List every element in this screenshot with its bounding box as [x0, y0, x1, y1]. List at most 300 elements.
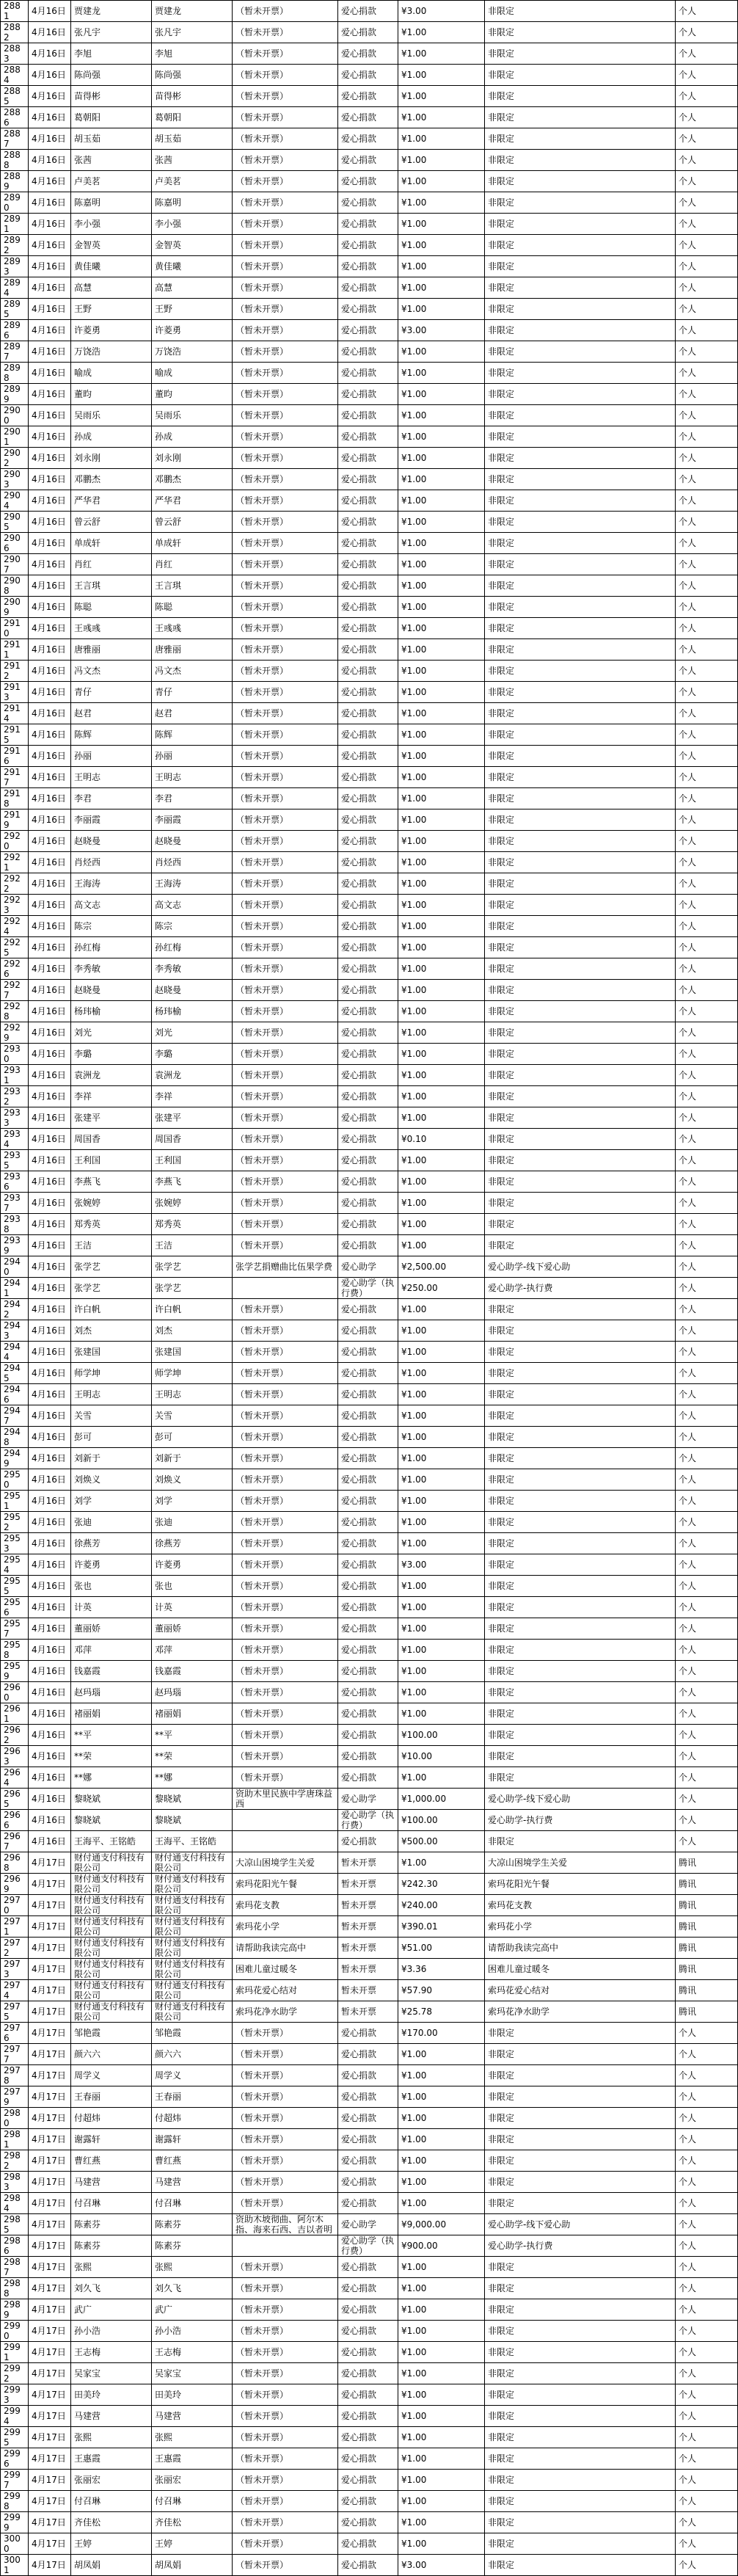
recipient-cell: 许白帆 — [152, 1299, 233, 1320]
amount-cell: ¥1.00 — [398, 235, 485, 256]
table-row — [1, 1, 738, 22]
table-row — [1, 1682, 738, 1703]
category-cell: 个人 — [676, 1427, 738, 1448]
table-row — [1, 873, 738, 895]
type-cell: 爱心捐款 — [338, 22, 398, 43]
purpose-cell: 非限定 — [485, 2278, 676, 2299]
date-cell: 4月16日 — [29, 1193, 71, 1214]
donor-cell: 董丽娇 — [71, 1618, 152, 1640]
date-cell: 4月17日 — [29, 1874, 71, 1895]
donor-cell: 赵玛瑙 — [71, 1682, 152, 1703]
type-cell: 爱心捐款 — [338, 1427, 398, 1448]
receipt-cell: （暂未开票） — [233, 2065, 338, 2086]
type-cell: 爱心捐款 — [338, 2448, 398, 2470]
table-row — [1, 2555, 738, 2576]
category-cell: 个人 — [676, 575, 738, 597]
purpose-cell: 非限定 — [485, 2108, 676, 2129]
type-cell: 爱心捐款 — [338, 980, 398, 1001]
purpose-cell: 非限定 — [485, 2023, 676, 2044]
table-row — [1, 1405, 738, 1427]
donor-cell: 张凡宇 — [71, 22, 152, 43]
type-cell: 爱心捐款 — [338, 1533, 398, 1554]
amount-cell: ¥1.00 — [398, 1022, 485, 1044]
table-row — [1, 852, 738, 873]
donor-cell: 刘久飞 — [71, 2278, 152, 2299]
type-cell: 爱心捐款 — [338, 448, 398, 469]
type-cell: 爱心助学 — [338, 1256, 398, 1278]
recipient-cell: 李祥 — [152, 1086, 233, 1107]
serial-cell: 2974 — [1, 1980, 29, 2001]
receipt-cell: （暂未开票） — [233, 1405, 338, 1427]
receipt-cell: （暂未开票） — [233, 1193, 338, 1214]
serial-cell: 2956 — [1, 1597, 29, 1618]
type-cell: 爱心捐款 — [338, 1129, 398, 1150]
type-cell: 爱心捐款 — [338, 1512, 398, 1533]
amount-cell: ¥1.00 — [398, 1533, 485, 1554]
table-row — [1, 1044, 738, 1065]
date-cell: 4月16日 — [29, 788, 71, 809]
date-cell: 4月16日 — [29, 490, 71, 512]
amount-cell: ¥1.00 — [398, 1150, 485, 1171]
table-row — [1, 1661, 738, 1682]
receipt-cell: （暂未开票） — [233, 1746, 338, 1767]
category-cell: 个人 — [676, 1725, 738, 1746]
purpose-cell: 索玛花净水助学 — [485, 2001, 676, 2023]
purpose-cell: 非限定 — [485, 1597, 676, 1618]
donor-cell: **娜 — [71, 1767, 152, 1789]
table-row — [1, 299, 738, 320]
purpose-cell: 非限定 — [485, 448, 676, 469]
date-cell: 4月16日 — [29, 1171, 71, 1193]
serial-cell: 2922 — [1, 873, 29, 895]
serial-cell: 2932 — [1, 1086, 29, 1107]
recipient-cell: 吴家宝 — [152, 2363, 233, 2384]
category-cell: 个人 — [676, 682, 738, 703]
table-row — [1, 2512, 738, 2533]
recipient-cell: 陈聪 — [152, 597, 233, 618]
type-cell: 爱心捐款 — [338, 1, 398, 22]
date-cell: 4月16日 — [29, 1044, 71, 1065]
donor-cell: 陈辉 — [71, 724, 152, 746]
purpose-cell: 非限定 — [485, 831, 676, 852]
type-cell: 爱心助学 — [338, 1789, 398, 1810]
serial-cell: 2981 — [1, 2129, 29, 2150]
serial-cell: 2919 — [1, 809, 29, 831]
purpose-cell: 非限定 — [485, 2129, 676, 2150]
purpose-cell: 非限定 — [485, 2448, 676, 2470]
type-cell: 爱心捐款 — [338, 214, 398, 235]
serial-cell: 2920 — [1, 831, 29, 852]
receipt-cell: （暂未开票） — [233, 575, 338, 597]
type-cell: 爱心捐款 — [338, 2023, 398, 2044]
date-cell: 4月16日 — [29, 724, 71, 746]
serial-cell: 2899 — [1, 384, 29, 405]
serial-cell: 2884 — [1, 65, 29, 86]
date-cell: 4月16日 — [29, 1469, 71, 1491]
table-row — [1, 767, 738, 788]
table-row — [1, 1746, 738, 1767]
date-cell: 4月16日 — [29, 1448, 71, 1469]
purpose-cell: 非限定 — [485, 512, 676, 533]
receipt-cell: （暂未开票） — [233, 1576, 338, 1597]
donor-cell: 刘永刚 — [71, 448, 152, 469]
table-row — [1, 1320, 738, 1342]
date-cell: 4月17日 — [29, 2321, 71, 2342]
table-row — [1, 1554, 738, 1576]
purpose-cell: 非限定 — [485, 150, 676, 171]
receipt-cell: （暂未开票） — [233, 384, 338, 405]
recipient-cell: 财付通支付科技有限公司 — [152, 1916, 233, 1938]
serial-cell: 2935 — [1, 1150, 29, 1171]
type-cell: 爱心助学（执行费） — [338, 1278, 398, 1299]
amount-cell: ¥1.00 — [398, 639, 485, 661]
type-cell: 爱心捐款 — [338, 1193, 398, 1214]
purpose-cell: 非限定 — [485, 2257, 676, 2278]
donor-cell: 张建平 — [71, 1107, 152, 1129]
receipt-cell: （暂未开票） — [233, 426, 338, 448]
date-cell: 4月16日 — [29, 1278, 71, 1299]
date-cell: 4月17日 — [29, 2235, 71, 2257]
serial-cell: 2952 — [1, 1512, 29, 1533]
purpose-cell: 非限定 — [485, 1022, 676, 1044]
amount-cell: ¥1.00 — [398, 2342, 485, 2363]
amount-cell: ¥1,000.00 — [398, 1789, 485, 1810]
category-cell: 个人 — [676, 192, 738, 214]
receipt-cell: （暂未开票） — [233, 2023, 338, 2044]
receipt-cell: （暂未开票） — [233, 2406, 338, 2427]
amount-cell: ¥1.00 — [398, 2533, 485, 2555]
amount-cell: ¥1.00 — [398, 2321, 485, 2342]
receipt-cell: （暂未开票） — [233, 554, 338, 575]
category-cell: 个人 — [676, 1469, 738, 1491]
receipt-cell: （暂未开票） — [233, 2384, 338, 2406]
receipt-cell: （暂未开票） — [233, 1512, 338, 1533]
type-cell: 爱心捐款 — [338, 2129, 398, 2150]
purpose-cell: 非限定 — [485, 1001, 676, 1022]
category-cell: 个人 — [676, 618, 738, 639]
recipient-cell: 关雪 — [152, 1405, 233, 1427]
table-row — [1, 214, 738, 235]
category-cell: 个人 — [676, 958, 738, 980]
recipient-cell: 赵君 — [152, 703, 233, 724]
receipt-cell: （暂未开票） — [233, 895, 338, 916]
serial-cell: 2939 — [1, 1235, 29, 1256]
purpose-cell: 非限定 — [485, 86, 676, 107]
category-cell: 个人 — [676, 767, 738, 788]
table-row — [1, 1980, 738, 2001]
receipt-cell: （暂未开票） — [233, 448, 338, 469]
date-cell: 4月16日 — [29, 767, 71, 788]
amount-cell: ¥1.00 — [398, 575, 485, 597]
date-cell: 4月17日 — [29, 2257, 71, 2278]
receipt-cell: 大凉山困境学生关爱 — [233, 1852, 338, 1874]
type-cell: 爱心捐款 — [338, 1086, 398, 1107]
recipient-cell: 王惠霞 — [152, 2448, 233, 2470]
recipient-cell: 王野 — [152, 299, 233, 320]
serial-cell: 2904 — [1, 490, 29, 512]
date-cell: 4月17日 — [29, 2044, 71, 2065]
receipt-cell: （暂未开票） — [233, 1554, 338, 1576]
type-cell: 爱心捐款 — [338, 2108, 398, 2129]
category-cell: 个人 — [676, 448, 738, 469]
purpose-cell: 非限定 — [485, 405, 676, 426]
table-row — [1, 1959, 738, 1980]
recipient-cell: 张丽宏 — [152, 2470, 233, 2491]
type-cell: 爱心捐款 — [338, 639, 398, 661]
serial-cell: 2962 — [1, 1725, 29, 1746]
category-cell: 腾讯 — [676, 1916, 738, 1938]
receipt-cell: （暂未开票） — [233, 2086, 338, 2108]
donor-cell: 许菱勇 — [71, 320, 152, 341]
purpose-cell: 非限定 — [485, 1235, 676, 1256]
amount-cell: ¥1.00 — [398, 2384, 485, 2406]
table-row — [1, 2491, 738, 2512]
type-cell: 爱心捐款 — [338, 1703, 398, 1725]
serial-cell: 2928 — [1, 1001, 29, 1022]
amount-cell: ¥1.00 — [398, 2363, 485, 2384]
type-cell: 爱心捐款 — [338, 171, 398, 192]
purpose-cell: 爱心助学-执行费 — [485, 1278, 676, 1299]
receipt-cell: 困难儿童过暖冬 — [233, 1959, 338, 1980]
table-row — [1, 1703, 738, 1725]
donor-cell: 苗得彬 — [71, 86, 152, 107]
receipt-cell: （暂未开票） — [233, 363, 338, 384]
category-cell: 个人 — [676, 1491, 738, 1512]
date-cell: 4月16日 — [29, 384, 71, 405]
purpose-cell: 非限定 — [485, 1640, 676, 1661]
recipient-cell: 王春丽 — [152, 2086, 233, 2108]
recipient-cell: 王明志 — [152, 1384, 233, 1405]
table-row — [1, 192, 738, 214]
amount-cell: ¥1.00 — [398, 2065, 485, 2086]
table-row — [1, 1512, 738, 1533]
receipt-cell: （暂未开票） — [233, 1129, 338, 1150]
donor-cell: 马建营 — [71, 2406, 152, 2427]
serial-cell: 2933 — [1, 1107, 29, 1129]
type-cell: 爱心捐款 — [338, 1640, 398, 1661]
amount-cell: ¥1.00 — [398, 554, 485, 575]
table-row — [1, 958, 738, 980]
type-cell: 爱心捐款 — [338, 1001, 398, 1022]
receipt-cell: （暂未开票） — [233, 1299, 338, 1320]
recipient-cell: 黄佳曦 — [152, 256, 233, 277]
amount-cell: ¥1.00 — [398, 1171, 485, 1193]
amount-cell: ¥1.00 — [398, 426, 485, 448]
category-cell: 个人 — [676, 2555, 738, 2576]
receipt-cell: 索玛花净水助学 — [233, 2001, 338, 2023]
receipt-cell: （暂未开票） — [233, 1022, 338, 1044]
date-cell: 4月16日 — [29, 1, 71, 22]
category-cell: 个人 — [676, 1789, 738, 1810]
amount-cell: ¥0.10 — [398, 1129, 485, 1150]
donor-cell: 邓萍 — [71, 1640, 152, 1661]
purpose-cell: 非限定 — [485, 916, 676, 937]
donor-cell: 张丽宏 — [71, 2470, 152, 2491]
table-row — [1, 1150, 738, 1171]
recipient-cell: 徐燕芳 — [152, 1533, 233, 1554]
date-cell: 4月17日 — [29, 2491, 71, 2512]
serial-cell: 2930 — [1, 1044, 29, 1065]
table-row — [1, 2044, 738, 2065]
donor-cell: 胡凤娟 — [71, 2555, 152, 2576]
category-cell: 个人 — [676, 2342, 738, 2363]
amount-cell: ¥1.00 — [398, 1235, 485, 1256]
amount-cell: ¥1.00 — [398, 2512, 485, 2533]
date-cell: 4月16日 — [29, 150, 71, 171]
table-row — [1, 1597, 738, 1618]
receipt-cell: （暂未开票） — [233, 1533, 338, 1554]
table-row — [1, 2023, 738, 2044]
recipient-cell: 黎晓斌 — [152, 1810, 233, 1831]
serial-cell: 2906 — [1, 533, 29, 554]
donor-cell: 王婷 — [71, 2533, 152, 2555]
donor-cell: 王明志 — [71, 1384, 152, 1405]
category-cell: 个人 — [676, 384, 738, 405]
serial-cell: 2996 — [1, 2448, 29, 2470]
serial-cell: 2958 — [1, 1640, 29, 1661]
serial-cell: 2890 — [1, 192, 29, 214]
type-cell: 爱心捐款 — [338, 597, 398, 618]
recipient-cell: 张熙 — [152, 2427, 233, 2448]
recipient-cell: 赵晓曼 — [152, 980, 233, 1001]
amount-cell: ¥1.00 — [398, 150, 485, 171]
receipt-cell: （暂未开票） — [233, 1171, 338, 1193]
amount-cell: ¥3.36 — [398, 1959, 485, 1980]
receipt-cell: （暂未开票） — [233, 299, 338, 320]
date-cell: 4月16日 — [29, 86, 71, 107]
purpose-cell: 非限定 — [485, 1448, 676, 1469]
category-cell: 个人 — [676, 1363, 738, 1384]
category-cell: 个人 — [676, 256, 738, 277]
donor-cell: 王海平、王铭皓 — [71, 1831, 152, 1852]
date-cell: 4月17日 — [29, 2299, 71, 2321]
type-cell: 爱心捐款 — [338, 2384, 398, 2406]
type-cell: 爱心捐款 — [338, 426, 398, 448]
category-cell: 腾讯 — [676, 1938, 738, 1959]
table-row — [1, 2065, 738, 2086]
amount-cell: ¥25.78 — [398, 2001, 485, 2023]
serial-cell: 2949 — [1, 1448, 29, 1469]
serial-cell: 2977 — [1, 2044, 29, 2065]
recipient-cell: 李丽霞 — [152, 809, 233, 831]
serial-cell: 2897 — [1, 341, 29, 363]
date-cell: 4月17日 — [29, 2427, 71, 2448]
purpose-cell: 非限定 — [485, 1576, 676, 1597]
recipient-cell: 谢露轩 — [152, 2129, 233, 2150]
receipt-cell: （暂未开票） — [233, 2491, 338, 2512]
purpose-cell: 非限定 — [485, 2342, 676, 2363]
recipient-cell: 李君 — [152, 788, 233, 809]
purpose-cell: 非限定 — [485, 682, 676, 703]
table-row — [1, 1916, 738, 1938]
amount-cell: ¥1.00 — [398, 512, 485, 533]
donor-cell: 周学义 — [71, 2065, 152, 2086]
donor-cell: 吴雨乐 — [71, 405, 152, 426]
serial-cell: 2963 — [1, 1746, 29, 1767]
category-cell: 个人 — [676, 2065, 738, 2086]
receipt-cell: （暂未开票） — [233, 788, 338, 809]
donor-cell: 杨玮榆 — [71, 1001, 152, 1022]
donor-cell: 邹艳霞 — [71, 2023, 152, 2044]
serial-cell: 2944 — [1, 1342, 29, 1363]
recipient-cell: 孙小浩 — [152, 2321, 233, 2342]
receipt-cell: （暂未开票） — [233, 1363, 338, 1384]
receipt-cell: （暂未开票） — [233, 490, 338, 512]
purpose-cell: 非限定 — [485, 43, 676, 65]
amount-cell: ¥1.00 — [398, 1682, 485, 1703]
table-row — [1, 1640, 738, 1661]
recipient-cell: 张建平 — [152, 1107, 233, 1129]
date-cell: 4月16日 — [29, 597, 71, 618]
type-cell: 爱心捐款 — [338, 661, 398, 682]
type-cell: 爱心捐款 — [338, 341, 398, 363]
table-row — [1, 1384, 738, 1405]
receipt-cell: （暂未开票） — [233, 1001, 338, 1022]
purpose-cell: 非限定 — [485, 22, 676, 43]
amount-cell: ¥3.00 — [398, 1, 485, 22]
serial-cell: 2968 — [1, 1852, 29, 1874]
receipt-cell: （暂未开票） — [233, 1661, 338, 1682]
date-cell: 4月16日 — [29, 320, 71, 341]
table-row — [1, 2363, 738, 2384]
table-row — [1, 1874, 738, 1895]
serial-cell: 2881 — [1, 1, 29, 22]
receipt-cell: （暂未开票） — [233, 214, 338, 235]
serial-cell: 2988 — [1, 2278, 29, 2299]
serial-cell: 2942 — [1, 1299, 29, 1320]
category-cell: 腾讯 — [676, 1852, 738, 1874]
purpose-cell: 非限定 — [485, 469, 676, 490]
date-cell: 4月16日 — [29, 1384, 71, 1405]
category-cell: 个人 — [676, 1661, 738, 1682]
category-cell: 个人 — [676, 2172, 738, 2193]
serial-cell: 2907 — [1, 554, 29, 575]
donor-cell: **平 — [71, 1725, 152, 1746]
donor-cell: 钱嘉霞 — [71, 1661, 152, 1682]
donor-cell: 严华君 — [71, 490, 152, 512]
type-cell: 爱心捐款 — [338, 1299, 398, 1320]
date-cell: 4月17日 — [29, 2363, 71, 2384]
recipient-cell: 田美玲 — [152, 2384, 233, 2406]
serial-cell: 2887 — [1, 128, 29, 150]
type-cell: 爱心捐款 — [338, 2193, 398, 2214]
purpose-cell: 索玛花支教 — [485, 1895, 676, 1916]
donor-cell: 谢露轩 — [71, 2129, 152, 2150]
category-cell: 个人 — [676, 1044, 738, 1065]
purpose-cell: 非限定 — [485, 746, 676, 767]
recipient-cell: 王海平、王铭皓 — [152, 1831, 233, 1852]
date-cell: 4月17日 — [29, 2533, 71, 2555]
date-cell: 4月16日 — [29, 22, 71, 43]
donor-cell: 马建营 — [71, 2172, 152, 2193]
amount-cell: ¥1.00 — [398, 852, 485, 873]
purpose-cell: 非限定 — [485, 809, 676, 831]
serial-cell: 2953 — [1, 1533, 29, 1554]
recipient-cell: 财付通支付科技有限公司 — [152, 1895, 233, 1916]
purpose-cell: 非限定 — [485, 1831, 676, 1852]
table-row — [1, 65, 738, 86]
receipt-cell: （暂未开票） — [233, 1469, 338, 1491]
date-cell: 4月17日 — [29, 1852, 71, 1874]
donor-cell: 冯文杰 — [71, 661, 152, 682]
donor-cell: 颜六六 — [71, 2044, 152, 2065]
category-cell: 个人 — [676, 2384, 738, 2406]
recipient-cell: 李旭 — [152, 43, 233, 65]
receipt-cell: （暂未开票） — [233, 65, 338, 86]
donor-cell: 高慧 — [71, 277, 152, 299]
amount-cell: ¥250.00 — [398, 1278, 485, 1299]
category-cell: 个人 — [676, 43, 738, 65]
